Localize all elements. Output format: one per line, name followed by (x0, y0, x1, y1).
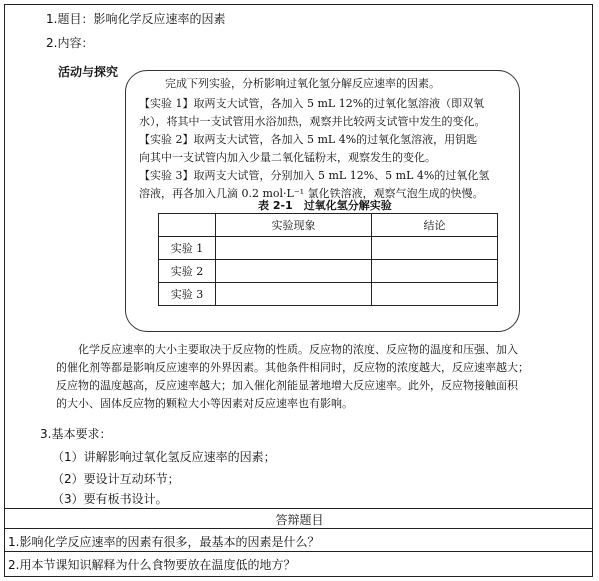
paragraph-line: 的催化剂等都是影响反应速率的外界因素。其他条件相同时，反应物的浓度越大，反应速率越大； (56, 361, 529, 374)
experiment-1-line-2: 水），将其中一支试管用水浴加热，观察并比较两支试管中发生的变化。 (139, 115, 486, 128)
defense-header: 答辩题目 (275, 513, 324, 527)
paragraph-line: 反应物的温度越高，反应速率越大；加入催化剂能显著地增大反应速率。此外，反应物接触面积 (56, 379, 518, 392)
topic-line: 1.题目：影响化学反应速率的因素 (46, 12, 226, 26)
table-header (159, 214, 216, 237)
table-cell: 实验 1 (159, 237, 216, 260)
table-row (159, 260, 498, 283)
experiment-3-line-1: 【实验 3】取两支大试管，分别加入 5 mL 12%、5 mL 4%的过氧化氢 (139, 169, 490, 182)
requirement-item: （2）要设计互动环节； (52, 472, 180, 486)
table-row (159, 237, 498, 260)
table-header: 结论 (372, 214, 498, 237)
paragraph-line: 的大小、固体反应物的颗粒大小等因素对反应速率也有影响。 (56, 397, 353, 410)
content-label: 2.内容： (46, 36, 94, 50)
table-cell: 实验 3 (159, 283, 216, 306)
table-header-row (159, 214, 498, 237)
defense-question: 2.用本节课知识解释为什么食物要放在温度低的地方？ (8, 558, 296, 572)
divider-line (5, 551, 592, 552)
body-paragraph (56, 341, 556, 413)
defense-question: 1.影响化学反应速率的因素有很多，最基本的因素是什么？ (8, 535, 320, 549)
requirement-item: （1）讲解影响过氧化氢反应速率的因素； (52, 450, 276, 464)
experiment-table (158, 213, 498, 306)
table-cell (216, 260, 372, 283)
requirement-item: （3）要有板书设计。 (52, 492, 168, 506)
table-cell (216, 283, 372, 306)
table-header: 实验现象 (216, 214, 372, 237)
requirements-title: 3.基本要求： (40, 427, 112, 441)
table-cell (372, 260, 498, 283)
table-cell (216, 237, 372, 260)
experiment-2-line-2: 向其中一支试管内加入少量二氧化锰粉末，观察发生的变化。 (139, 151, 436, 164)
divider-line (5, 528, 592, 529)
experiment-1-line-1: 【实验 1】取两支大试管，各加入 5 mL 12%的过氧化氢溶液（即双氧 (139, 97, 485, 110)
table-title: 表 2-1 过氧化氢分解实验 (258, 199, 392, 212)
activity-intro: 完成下列实验，分析影响过氧化氢分解反应速率的因素。 (165, 77, 440, 90)
experiment-2-line-1: 【实验 2】取两支大试管，各加入 5 mL 4%的过氧化氢溶液，用钥匙 (139, 133, 478, 146)
table-cell (372, 237, 498, 260)
table-cell (372, 283, 498, 306)
table-row (159, 283, 498, 306)
experiment-3-line-2: 溶液，再各加入几滴 0.2 mol·L⁻¹ 氯化铁溶液，观察气泡生成的快慢。 (139, 187, 484, 200)
activity-label: 活动与探究 (58, 65, 119, 79)
paragraph-line: 化学反应速率的大小主要取决于反应物的性质。反应物的浓度、反应物的温度和压强、加入 (78, 343, 518, 356)
divider-line (5, 508, 592, 509)
table-cell: 实验 2 (159, 260, 216, 283)
